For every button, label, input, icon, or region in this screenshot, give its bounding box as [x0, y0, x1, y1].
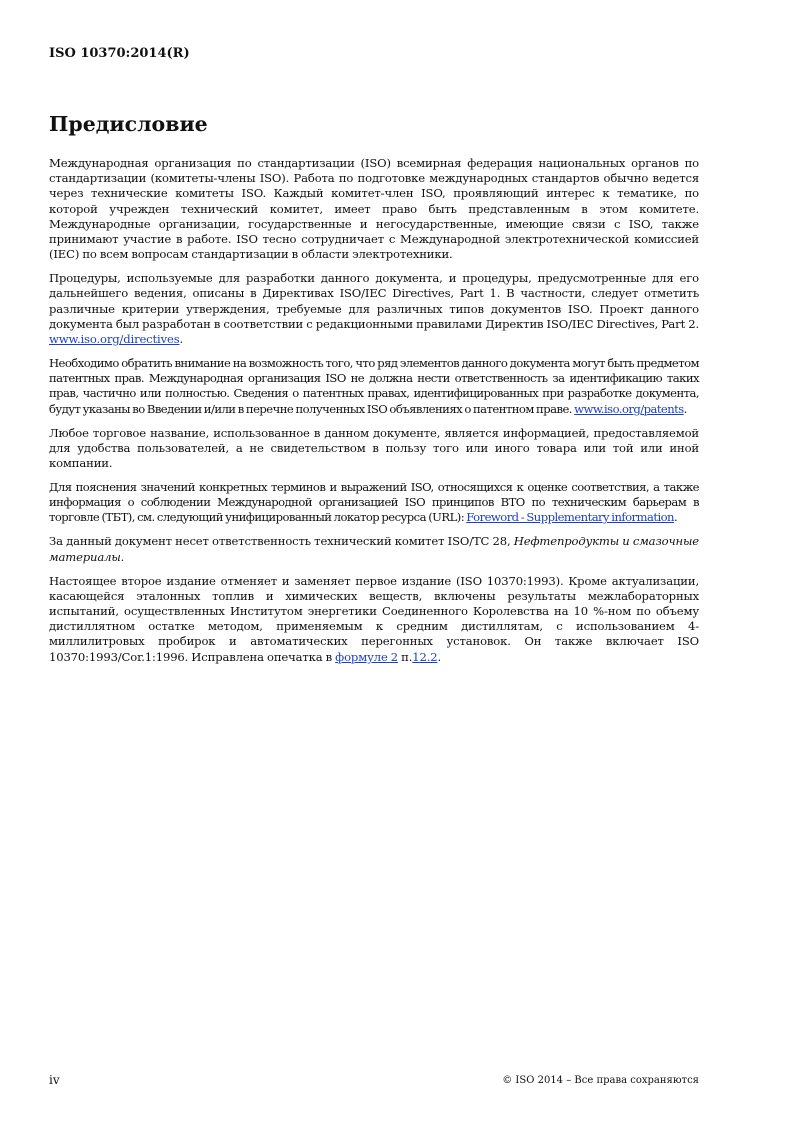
paragraph-edition: Настоящее второе издание отменяет и заменяет первое издание (ISO 10370:1993). Кроме актуализации, касающейся эталонных топлив и химических веществ, включены результаты межлабораторных испытаний, осуществленных Институтом энергетики Соединенного Королевства на 10 %-ном по объему дистиллятном остатке методом, применяемым к средним дистиллятам, с использованием 4-миллилитровых пробирок и автоматических перегонных установок. Он также включает ISO 10370:1993/Cor.1:1996. Исправлена опечатка в формуле 2 п.12.2. [49, 573, 699, 664]
paragraph-conformity: Для пояснения значений конкретных терминов и выражений ISO, относящихся к оценке соответствия, а также информация о соблюдении Международной организацией ISO принципов ВТО по техническим барьерам в торговле (ТБТ), см. следующий унифицированный локатор ресурса (URL): Foreword - Supplementary information. [49, 480, 699, 525]
formula-2-link[interactable]: формуле 2 [335, 649, 399, 664]
foreword-body [49, 156, 699, 674]
copyright-notice: © ISO 2014 – Все права сохраняются [502, 1075, 699, 1086]
paragraph-trade-names: Любое торговое название, использованное в данном документе, является информацией, предоставляемой для удобства пользователей, а не свидетельством в пользу того или иного товара или той или иной компании. [49, 425, 699, 471]
committee-title: Нефтепродукты и смазочные материалы. [49, 534, 700, 564]
paragraph-patents: Необходимо обратить внимание на возможность того, что ряд элементов данного документа могут быть предметом патентных прав. Международная организация ISO не должна нести ответственность за идентификацию таких прав, частично или полностью. Сведения о патентных правах, идентифицированных при разработке документа, будут указаны во Введении и/или в перечне полученных ISO объявлениях о патентном праве. www.iso.org/patents. [49, 356, 699, 416]
clause-12-2-link[interactable]: 12.2 [412, 649, 438, 664]
paragraph-iso-organization: Международная организация по стандартизации (ISO) всемирная федерация национальных органов по стандартизации (комитеты-члены ISO). Работа по подготовке международных стандартов обычно ведется через технические комитеты ISO. Каждый комитет-член ISO, проявляющий интерес к тематике, по которой учрежден технический комитет, имеет право быть представленным в этом комитете. Международные организации, государственные и негосударственные, имеющие связи с ISO, также принимают участие в работе. ISO тесно сотрудничает с Международной электротехнической комиссией (IEC) по всем вопросам стандартизации в области электротехники. [49, 156, 699, 262]
page-number: iv [49, 1073, 60, 1087]
supplementary-info-link[interactable]: Foreword - Supplementary information [466, 510, 674, 525]
paragraph-procedures: Процедуры, используемые для разработки данного документа, и процедуры, предусмотренные для его дальнейшего ведения, описаны в Директивах ISO/IEC Directives, Part 1. В частности, следует отметить различные критерии утверждения, требуемые для различных типов документов ISO. Проект данного документа был разработан в соответствии с редакционными правилами Директив ISO/IEC Directives, Part 2. www.iso.org/directives. [49, 271, 699, 347]
page-title: Предисловие [49, 112, 208, 136]
patents-link[interactable]: www.iso.org/patents [574, 401, 684, 416]
directives-link[interactable]: www.iso.org/directives [49, 332, 180, 347]
standard-identifier: ISO 10370:2014(R) [49, 46, 190, 61]
paragraph-committee: За данный документ несет ответственность технический комитет ISO/TC 28, Нефтепродукты и смазочные материалы. [49, 534, 700, 564]
